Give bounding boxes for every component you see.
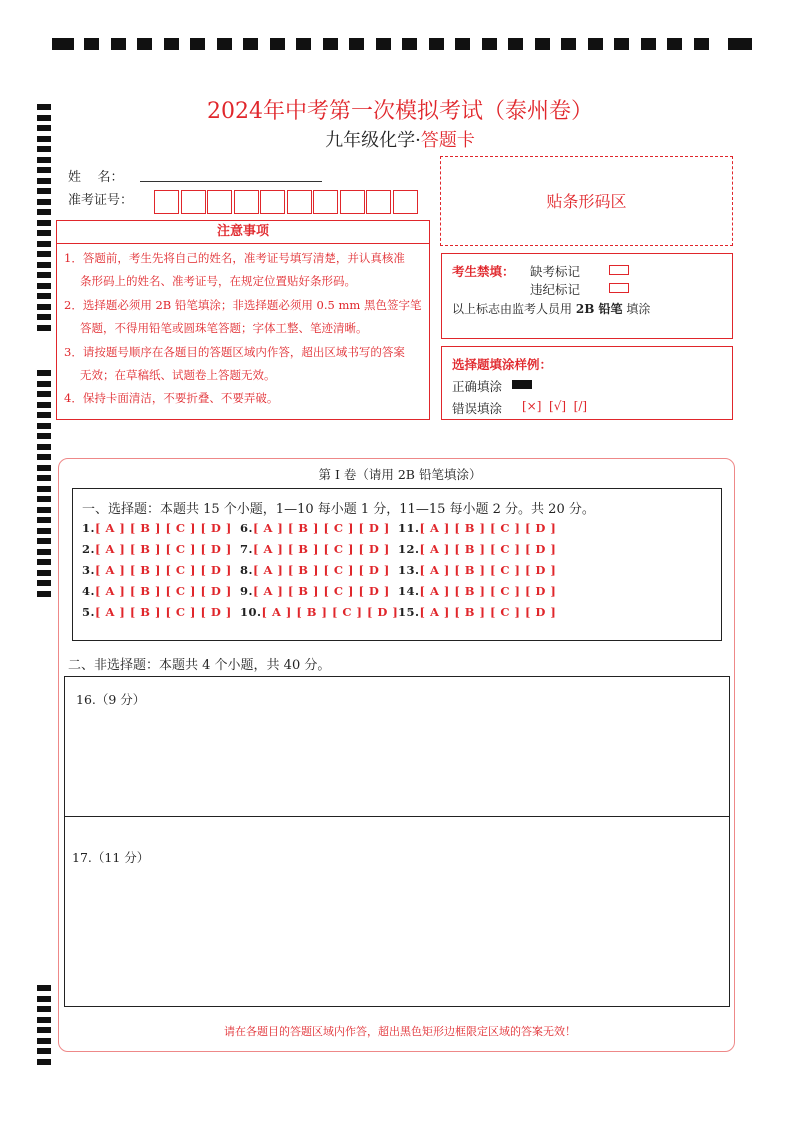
sample-box — [441, 346, 733, 420]
notice-line-7: 4．保持卡面清洁，不要折叠、不要弄破。 — [64, 391, 279, 405]
timing-mark — [37, 381, 51, 387]
question-17-label: 17.（11 分） — [72, 850, 150, 865]
timing-mark — [37, 230, 51, 236]
timing-mark — [37, 507, 51, 513]
exam-title: 2024年中考第一次模拟考试（泰州卷） — [207, 99, 593, 124]
question-divider — [64, 816, 730, 817]
exam-id-box[interactable] — [340, 190, 365, 214]
barcode-area-label: 贴条形码区 — [546, 192, 627, 211]
exam-id-box[interactable] — [207, 190, 232, 214]
choice-section-title: 一、选择题：本题共 15 个小题，1—10 每小题 1 分，11—15 每小题 2 分。共 20 分。 — [82, 502, 595, 517]
timing-mark — [37, 325, 51, 331]
timing-mark — [243, 38, 258, 50]
timing-mark — [37, 167, 51, 173]
answer-options[interactable]: [ A ] [ B ] [ C ] [ D ] — [95, 584, 232, 598]
timing-mark — [37, 433, 51, 439]
footnote-pre: 以上标志由监考人员用 — [452, 302, 573, 316]
timing-mark — [588, 38, 603, 50]
absent-mark-box[interactable] — [609, 265, 629, 275]
exam-id-box[interactable] — [287, 190, 312, 214]
timing-mark — [37, 570, 51, 576]
timing-mark — [37, 591, 51, 597]
timing-mark — [84, 38, 99, 50]
timing-mark — [37, 178, 51, 184]
correct-fill-sample — [512, 380, 532, 389]
choice-question[interactable] — [82, 605, 232, 619]
barcode-area — [440, 156, 733, 246]
wrong-fill-samples: [×] [√] [/] — [522, 399, 588, 413]
section2-title: 二、非选择题：本题共 4 个小题，共 40 分。 — [68, 658, 331, 673]
timing-mark — [508, 38, 523, 50]
choice-question[interactable] — [82, 542, 232, 556]
choice-question[interactable] — [240, 521, 390, 535]
answer-options[interactable]: [ A ] [ B ] [ C ] [ D ] — [95, 563, 232, 577]
timing-mark — [164, 38, 179, 50]
timing-mark — [402, 38, 417, 50]
choice-question[interactable] — [240, 605, 398, 619]
subject-name: 九年级化学· — [325, 130, 421, 151]
timing-mark — [37, 241, 51, 247]
question-number: 10. — [240, 605, 262, 619]
timing-mark — [37, 528, 51, 534]
question-17-answer-area[interactable] — [80, 866, 720, 1000]
footer-warning: 请在各题目的答题区域内作答，超出黑色矩形边框限定区域的答案无效！ — [224, 1025, 576, 1038]
timing-mark — [37, 985, 51, 991]
choice-question[interactable] — [240, 563, 390, 577]
notice-line-2: 条形码上的姓名、准考证号，在规定位置贴好条形码。 — [80, 274, 356, 288]
answer-options[interactable]: [ A ] [ B ] [ C ] [ D ] — [253, 521, 390, 535]
choice-question[interactable] — [398, 542, 556, 556]
top-timing-marks — [52, 38, 752, 50]
violation-mark-box[interactable] — [609, 283, 629, 293]
question-number: 7. — [240, 542, 254, 556]
notice-line-1: 1．答题前，考生先将自己的姓名，准考证号填写清楚，并认真核准 — [64, 251, 405, 265]
answer-options[interactable]: [ A ] [ B ] [ C ] [ D ] — [419, 584, 557, 598]
timing-mark — [37, 538, 51, 544]
timing-mark — [535, 38, 550, 50]
question-number: 5. — [82, 605, 96, 619]
question-number: 6. — [240, 521, 254, 535]
choice-question[interactable] — [398, 584, 556, 598]
timing-mark — [37, 199, 51, 205]
choice-question[interactable] — [240, 584, 390, 598]
notice-title: 注意事项 — [57, 221, 429, 244]
timing-mark — [37, 272, 51, 278]
notice-line-5: 3．请按题号顺序在各题目的答题区域内作答，超出区域书写的答案 — [64, 345, 405, 359]
name-label: 姓 名： — [68, 170, 124, 185]
choice-question[interactable] — [398, 521, 556, 535]
question-number: 8. — [240, 563, 254, 577]
question-number: 3. — [82, 563, 96, 577]
timing-mark — [429, 38, 444, 50]
timing-mark — [37, 293, 51, 299]
choice-question[interactable] — [398, 605, 556, 619]
answer-options[interactable]: [ A ] [ B ] [ C ] [ D ] — [419, 521, 557, 535]
timing-mark — [37, 580, 51, 586]
timing-mark — [37, 423, 51, 429]
answer-options[interactable]: [ A ] [ B ] [ C ] [ D ] — [419, 542, 557, 556]
timing-mark — [37, 496, 51, 502]
exam-id-box[interactable] — [234, 190, 259, 214]
timing-mark — [37, 996, 51, 1002]
choice-question[interactable] — [82, 563, 232, 577]
choice-question[interactable] — [398, 563, 556, 577]
timing-mark — [52, 38, 74, 50]
timing-mark — [37, 262, 51, 268]
timing-mark — [37, 517, 51, 523]
footnote-post: 填涂 — [626, 302, 651, 316]
question-number: 12. — [398, 542, 420, 556]
timing-mark — [694, 38, 709, 50]
timing-mark — [349, 38, 364, 50]
question-16-label: 16.（9 分） — [76, 692, 146, 707]
forbidden-label: 考生禁填： — [452, 264, 515, 279]
forbidden-footnote — [452, 300, 650, 317]
absent-mark-label: 缺考标记 — [530, 264, 581, 279]
question-number: 15. — [398, 605, 420, 619]
timing-mark — [137, 38, 152, 50]
timing-mark — [37, 209, 51, 215]
exam-id-box[interactable] — [154, 190, 179, 214]
question-number: 9. — [240, 584, 254, 598]
exam-id-label: 准考证号： — [68, 193, 134, 208]
answer-options[interactable]: [ A ] [ B ] [ C ] [ D ] — [261, 605, 399, 619]
choice-question[interactable] — [240, 542, 390, 556]
notice-line-4: 答题，不得用铅笔或圆珠笔答题；字体工整、笔迹清晰。 — [80, 321, 368, 335]
timing-mark — [37, 370, 51, 376]
timing-mark — [37, 1048, 51, 1054]
question-number: 14. — [398, 584, 420, 598]
timing-mark — [111, 38, 126, 50]
answer-options[interactable]: [ A ] [ B ] [ C ] [ D ] — [95, 605, 232, 619]
timing-mark — [37, 486, 51, 492]
question-number: 2. — [82, 542, 96, 556]
timing-mark — [561, 38, 576, 50]
answer-options[interactable]: [ A ] [ B ] [ C ] [ D ] — [419, 605, 557, 619]
timing-mark — [37, 1017, 51, 1023]
exam-id-box[interactable] — [393, 190, 418, 214]
sample-label: 选择题填涂样例： — [452, 357, 553, 372]
timing-mark — [482, 38, 497, 50]
choice-question[interactable] — [82, 584, 232, 598]
answer-card-label: 答题卡 — [420, 130, 475, 151]
timing-mark — [190, 38, 205, 50]
wrong-fill-label: 错误填涂 — [452, 401, 503, 416]
timing-mark — [37, 444, 51, 450]
timing-mark — [641, 38, 656, 50]
timing-mark — [37, 304, 51, 310]
timing-mark — [37, 412, 51, 418]
question-number: 13. — [398, 563, 420, 577]
timing-mark — [217, 38, 232, 50]
forbidden-box — [441, 253, 733, 339]
footnote-bold: 2B 铅笔 — [575, 302, 623, 316]
answer-options[interactable]: [ A ] [ B ] [ C ] [ D ] — [253, 584, 390, 598]
answer-options[interactable]: [ A ] [ B ] [ C ] [ D ] — [95, 542, 232, 556]
question-number: 1. — [82, 521, 96, 535]
exam-id-box[interactable] — [260, 190, 285, 214]
notice-line-3: 2．选择题必须用 2B 铅笔填涂；非选择题必须用 0.5 mm 黑色签字笔 — [64, 298, 422, 312]
question-number: 11. — [398, 521, 420, 535]
timing-mark — [37, 559, 51, 565]
timing-mark — [37, 402, 51, 408]
answer-options[interactable]: [ A ] [ B ] [ C ] [ D ] — [253, 542, 390, 556]
question-number: 4. — [82, 584, 96, 598]
name-field[interactable] — [140, 181, 322, 182]
correct-fill-label: 正确填涂 — [452, 379, 503, 394]
choice-question[interactable] — [82, 521, 232, 535]
answer-options[interactable]: [ A ] [ B ] [ C ] [ D ] — [419, 563, 557, 577]
violation-mark-label: 违纪标记 — [530, 282, 581, 297]
exam-id-box[interactable] — [366, 190, 391, 214]
timing-mark — [37, 549, 51, 555]
timing-mark — [455, 38, 470, 50]
notice-line-6: 无效；在草稿纸、试题卷上答题无效。 — [80, 368, 276, 382]
section1-header: 第 I 卷（请用 2B 铅笔填涂） — [318, 467, 482, 482]
timing-mark — [37, 220, 51, 226]
timing-mark — [37, 454, 51, 460]
exam-id-box[interactable] — [313, 190, 338, 214]
answer-options[interactable]: [ A ] [ B ] [ C ] [ D ] — [253, 563, 390, 577]
timing-mark — [37, 314, 51, 320]
question-16-answer-area[interactable] — [80, 706, 720, 810]
timing-mark — [37, 283, 51, 289]
timing-mark — [614, 38, 629, 50]
timing-mark — [37, 157, 51, 163]
timing-mark — [323, 38, 338, 50]
timing-mark — [728, 38, 752, 50]
timing-mark — [37, 188, 51, 194]
exam-subtitle — [0, 126, 800, 152]
timing-mark — [37, 251, 51, 257]
timing-mark — [296, 38, 311, 50]
timing-mark — [37, 1059, 51, 1065]
exam-id-box[interactable] — [181, 190, 206, 214]
timing-mark — [270, 38, 285, 50]
timing-mark — [37, 391, 51, 397]
timing-mark — [37, 1006, 51, 1012]
timing-mark — [376, 38, 391, 50]
answer-options[interactable]: [ A ] [ B ] [ C ] [ D ] — [95, 521, 232, 535]
timing-mark — [667, 38, 682, 50]
